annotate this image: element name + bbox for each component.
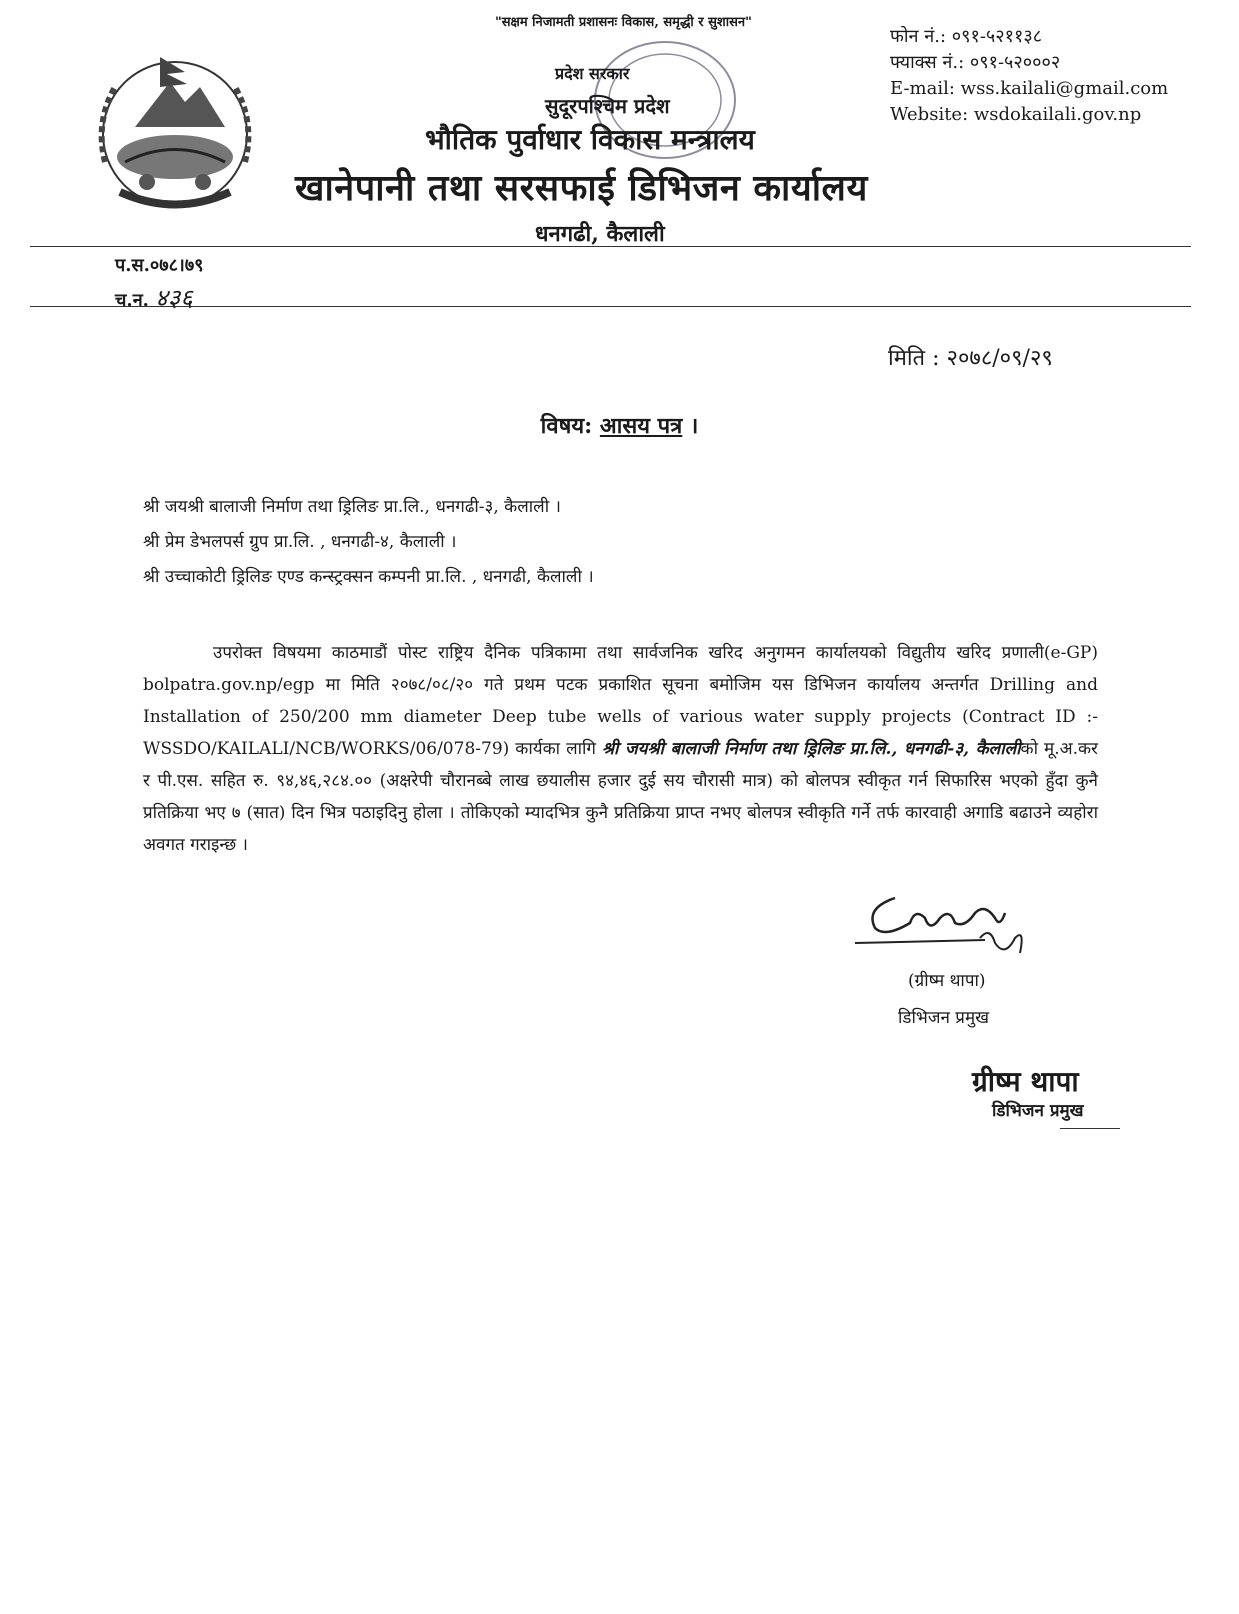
dispatch-number-line [115, 282, 204, 317]
stamp-title: डिभिजन प्रमुख [992, 1101, 1084, 1121]
email-label: E-mail: [890, 78, 955, 99]
website-line [890, 102, 1168, 128]
letter-date [888, 342, 1053, 372]
letter-ps-number: प.स.०७८।७९ [115, 255, 204, 276]
signer-name: (ग्रीष्म थापा) [908, 971, 986, 991]
body-part-2: को मू.अ.कर र पी.एस. सहित रु. ९४,४६,२८४.०० (अक्षरेपी चौरानब्बे लाख छयालीस हजार दुई सय चौरासी मात्र) को बोलपत्र स्वीकृत गर्न सिफारिस भएको हुँदा कुनै प्रतिक्रिया भए ७ (सात) दिन भित्र पठाइदिनु होला । तोकिएको म्यादभित्र कुनै प्रतिक्रिया प्राप्त नभए बोलपत्र स्वीकृति गर्ने तर्फ कारवाही अगाडि बढाउने व्यहोरा अवगत गराइन्छ । [143, 739, 1098, 855]
office-location: धनगढी, कैलाली [535, 221, 665, 247]
phone-value: ०९१-५२११३८ [951, 26, 1043, 47]
motto: "सक्षम निजामती प्रशासनः विकास, समृद्धी र सुशासन" [495, 15, 752, 30]
stamp-underline [1060, 1128, 1120, 1129]
website-label: Website: [890, 104, 969, 125]
fax-value: ०९१-५२०००२ [969, 52, 1061, 73]
date-value: २०७८/०९/२९ [946, 346, 1053, 371]
recipient-item: श्री जयश्री बालाजी निर्माण तथा ड्रिलिङ प्रा.लि., धनगढी-३, कैलाली । [143, 497, 561, 517]
website-value: wsdokailali.gov.np [973, 104, 1142, 125]
recipient-list [143, 490, 594, 595]
fax-line [890, 50, 1168, 76]
letter-subject [0, 410, 1239, 440]
office-name: खानेपानी तथा सरसफाई डिभिजन कार्यालय [295, 167, 868, 209]
phone-label: फोन नं.: [890, 26, 947, 47]
body-highlight: श्री जयश्री बालाजी निर्माण तथा ड्रिलिङ प्रा.लि., धनगढी-३, कैलाली [602, 739, 1021, 759]
phone-line [890, 24, 1168, 50]
email-line [890, 76, 1168, 102]
header-divider [30, 246, 1191, 247]
date-label: मिति : [888, 346, 940, 371]
subject-label: विषय: [540, 413, 593, 439]
contact-block [890, 24, 1168, 128]
recipient-item: श्री प्रेम डेभलपर्स ग्रुप प्रा.लि. , धनगढी-४, कैलाली । [143, 532, 457, 552]
dispatch-label: च.न. [115, 290, 149, 311]
letter-body [143, 637, 1098, 861]
email-value: wss.kailali@gmail.com [960, 78, 1169, 99]
signer-title: डिभिजन प्रमुख [898, 1008, 990, 1028]
fax-label: फ्याक्स नं.: [890, 52, 965, 73]
government-name: प्रदेश सरकार [555, 64, 630, 83]
signature-icon [855, 888, 1045, 968]
stamp-name: ग्रीष्म थापा [972, 1065, 1079, 1098]
nepal-emblem-icon [75, 42, 275, 220]
body-part-1: उपरोक्त विषयमा काठमाडौं पोस्ट राष्ट्रिय दैनिक पत्रिकामा तथा सार्वजनिक खरिद अनुगमन कार्यालयको विद्युतीय खरिद प्रणाली(e-GP) bolpatra.gov.np/egp मा मिति २०७८/०८/२० गते प्रथम पटक प्रकाशित सूचना बमोजिम यस डिभिजन कार्यालय अन्तर्गत Drilling and Installation of 250/200 mm diameter Deep tube wells of various water supply projects (Contract ID :- WSSDO/KAILALI/NCB/WORKS/06/078-79) कार्यका लागि [143, 643, 1098, 759]
subject-end: । [689, 413, 699, 439]
dispatch-number: ४३६ [155, 284, 193, 312]
province-name: सुदूरपश्चिम प्रदेश [545, 94, 670, 118]
subject-value: आसय पत्र [599, 413, 683, 439]
reference-divider [30, 306, 1191, 307]
ministry-name: भौतिक पुर्वाधार विकास मन्त्रालय [425, 123, 755, 156]
recipient-item: श्री उच्चाकोटी ड्रिलिङ एण्ड कन्स्ट्रक्सन कम्पनी प्रा.लि. , धनगढी, कैलाली । [143, 567, 594, 587]
